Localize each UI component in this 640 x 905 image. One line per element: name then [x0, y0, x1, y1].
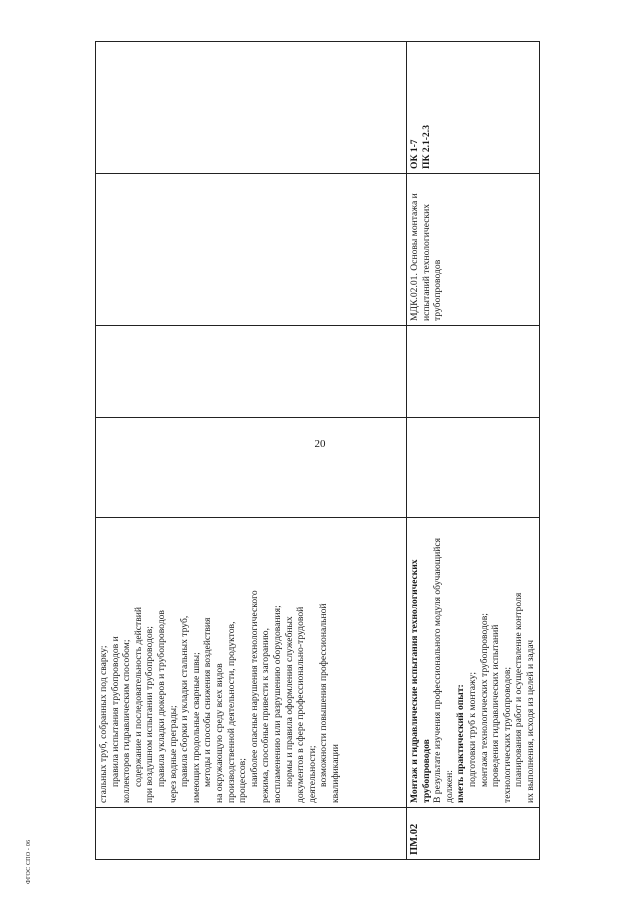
knowledge-line: наиболее опасные нарушения технологического [248, 590, 260, 787]
mdk-text: МДК.02.01. Основы монтажа и испытаний технологических трубопроводов [409, 193, 444, 321]
knowledge-line: документов в сфере профессионально-трудовой [295, 606, 307, 803]
knowledge-line: на окружающую среду всех видов [213, 663, 225, 803]
hours-cell-empty [407, 418, 540, 518]
competency-cell [407, 42, 540, 174]
knowledge-line: возможности повышения профессиональной [318, 603, 330, 787]
competency-cell-empty [96, 42, 407, 174]
module-description [409, 522, 537, 803]
knowledge-line: через водные преграды; [167, 705, 179, 803]
knowledge-line: правила укладки дюкеров и трубопроводов [155, 610, 167, 787]
module-intro: В результате изучения профессионального модуля обучающийся должен: [432, 537, 455, 803]
knowledge-line: деятельности; [306, 745, 318, 803]
competency-list [409, 46, 432, 169]
knowledge-line: воспламенению или разрушению оборудования; [271, 605, 283, 803]
curriculum-table-region [95, 42, 536, 860]
experience-list [467, 522, 537, 803]
knowledge-cell [96, 518, 407, 808]
knowledge-line: производственной деятельности, продуктов, [225, 621, 237, 803]
module-description-cell [407, 518, 540, 808]
module-code-cell [407, 808, 540, 860]
experience-line: монтажа технологических трубопроводов; [478, 613, 490, 787]
hours-cell-empty [407, 326, 540, 418]
knowledge-line: имеющих продольные сварные швы; [190, 652, 202, 803]
mdk-cell [407, 174, 540, 326]
knowledge-line: стальных труб, собранных под сварку; [98, 645, 109, 803]
knowledge-line: правила сборки и укладки стальных труб, [179, 615, 191, 787]
hours-cell-empty [96, 418, 407, 518]
knowledge-list [98, 522, 341, 803]
experience-line: планирования работ и осуществление контроля [513, 592, 525, 787]
knowledge-line: процессов; [237, 758, 249, 803]
index-cell-empty [96, 808, 407, 860]
knowledge-line: методы и способы снижения воздействия [202, 617, 214, 787]
page-number: 20 [314, 438, 326, 450]
experience-line: проведения гидравлических испытаний [490, 624, 502, 787]
knowledge-line: нормы и правила оформления служебных [283, 616, 295, 787]
experience-line: подготовки труб к монтажу; [466, 671, 478, 787]
knowledge-line: квалификации [329, 744, 341, 803]
module-title: Монтаж и гидравлические испытания технологических трубопроводов [409, 559, 432, 803]
mdk-cell-empty [96, 174, 407, 326]
competency-code: ОК 1-7 [409, 139, 420, 169]
competency-code: ПК 2.1-2.3 [420, 125, 432, 169]
experience-line: их выполнения, исходя из целей и задач [524, 639, 536, 803]
hours-cell-empty [96, 326, 407, 418]
knowledge-line: при воздушном испытании трубопроводов; [144, 626, 156, 803]
knowledge-line: правила испытания трубопроводов и [109, 636, 121, 787]
experience-heading: иметь практический опыт: [455, 684, 467, 803]
knowledge-line: содержание и последовательность действий [132, 606, 144, 787]
footer-code: ФГОС СПО - 06 [26, 839, 32, 884]
module-code: ПМ.02 [409, 823, 420, 855]
rotated-landscape-page [95, 42, 536, 860]
experience-line: технологических трубопроводов; [501, 666, 513, 803]
curriculum-table [95, 41, 540, 860]
table-row [96, 42, 407, 860]
knowledge-line: режима, способные привести к загоранию, [260, 628, 272, 803]
knowledge-line: коллекторов гидравлическим способом; [121, 639, 133, 803]
table-row [407, 42, 540, 860]
